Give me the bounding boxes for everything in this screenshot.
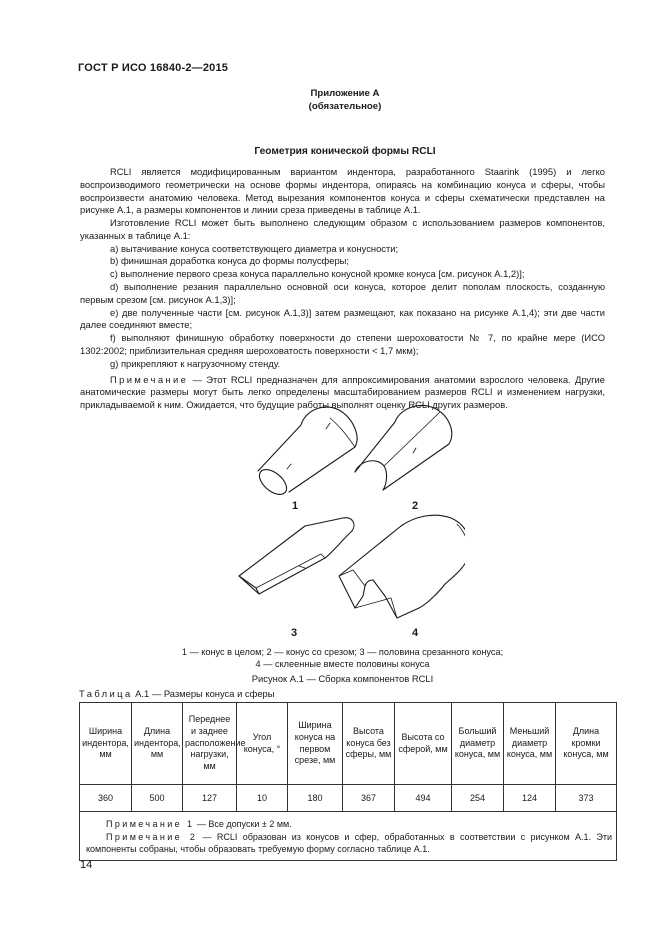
step-g: g) прикрепляют к нагрузочному стенду. — [110, 357, 281, 369]
dimensions-table — [79, 702, 617, 861]
figure-legend-line-1: 1 — конус в целом; 2 — конус со срезом; 3 — половина срезанного конуса; — [181, 647, 504, 657]
part-cut-cone — [355, 406, 452, 490]
header-major-diameter: Больший диаметр конуса, мм — [452, 703, 504, 785]
cell-major-diameter: 254 — [452, 785, 504, 812]
header-indenter-width: Ширина индентора, мм — [80, 703, 132, 785]
cell-cone-angle: 10 — [237, 785, 288, 812]
table-label: Таблица — [79, 688, 133, 699]
table-notes-row — [80, 812, 617, 861]
cell-indenter-length: 500 — [132, 785, 183, 812]
table-title-text: А.1 — Размеры конуса и сферы — [132, 688, 275, 699]
table-note-2-label: Примечание 2 — [106, 831, 198, 842]
cell-load-position: 127 — [183, 785, 237, 812]
table-note-1-text: — Все допуски ± 2 мм. — [194, 819, 292, 829]
header-minor-diameter: Меньший диаметр конуса, мм — [504, 703, 556, 785]
step-e: e) две полученные части [см. рисунок А.1,3)] затем размещают, как показано на рисунке А.1,4); эти две части далее соединяют вместе; — [80, 306, 605, 331]
figure-drawing — [225, 398, 465, 648]
table-note-1 — [86, 818, 612, 831]
table-note-2-text: — RCLI образован из конусов и сфер, обработанных в соответствии с рисунком А.1. Эти компоненты собраны, чтобы образовать требуемую форму согласно таблице А.1. — [86, 831, 613, 855]
figure-label-2: 2 — [412, 500, 419, 512]
page-number: 14 — [80, 859, 93, 871]
step-d: d) выполнение резания параллельно основной оси конуса, которое делит пополам плоскость, созданную первым срезом [см. рисунок А.1,3)]; — [80, 281, 605, 305]
figure-label-1: 1 — [292, 500, 299, 512]
cell-height-with-sphere: 494 — [395, 785, 452, 812]
figure-legend-line-2: 4 — склеенные вместе половины конуса — [255, 658, 430, 669]
annex-heading: Геометрия конической формы RCLI — [254, 146, 436, 157]
table-note-1-label: Примечание 1 — [106, 819, 195, 829]
document-header: ГОСТ Р ИСО 16840-2—2015 — [78, 62, 229, 74]
table-notes — [80, 812, 617, 861]
step-c: c) выполнение первого среза конуса параллельно конусной кромке конуса [см. рисунок А.1,2)]; — [110, 268, 525, 280]
cell-indenter-width: 360 — [80, 785, 132, 812]
table-header-row — [80, 703, 617, 785]
header-load-position: Переднее и заднее расположение нагрузки, мм — [183, 703, 237, 785]
annex-block — [0, 88, 662, 114]
paragraph-intro: RCLI является модифицированным вариантом индентора, разработанного Staarink (1995) и легко воспроизводимого геометрически на основе формы индентора, опираясь на комбинацию конуса и сферы, чтобы воспроизвести анатомию человека. Метод вырезания компонентов конуса и сферы схематически представлен на рисунке А.1, а размеры компонентов и линии среза приведены в таблице А.1. — [80, 166, 605, 216]
header-height-with-sphere: Высота со сферой, мм — [395, 703, 452, 785]
step-a: a) вытачивание конуса соответствующего диаметра и конусности; — [110, 242, 399, 254]
step-b: b) финишная доработка конуса до формы полусферы; — [110, 255, 350, 267]
header-height-without-sphere: Высота конуса без сферы, мм — [343, 703, 395, 785]
step-f: f) выполняют финишную обработку поверхности до степени шероховатости № 7, по крайне мере (ИСО 1302:2002; приблизительная средняя шероховатость поверхности < 1,7 мкм); — [80, 332, 605, 356]
cell-minor-diameter: 124 — [504, 785, 556, 812]
table-row — [80, 785, 617, 812]
part-glued-halves — [339, 515, 465, 618]
note-text: — Этот RCLI предназначен для аппроксимирования анатомии взрослого человека. Другие анатомические размеры могут быть легко определены масштабированием размеров RCLI и изменением нагрузки, прикладываемой к ним. Ожидается, что будущие работы выполнят оценку RCLI других размеров. — [80, 373, 605, 411]
header-indenter-length: Длина индентора, мм — [132, 703, 183, 785]
annex-body — [80, 166, 605, 412]
figure-caption: Рисунок А.1 — Сборка компонентов RCLI — [251, 673, 434, 684]
part-whole-cone — [255, 407, 357, 499]
annex-status: (обязательное) — [308, 100, 382, 112]
annex-title: Приложение А — [310, 88, 380, 99]
cell-cone-width-first-cut: 180 — [288, 785, 343, 812]
part-half-cone — [239, 518, 354, 594]
figure-a1 — [225, 398, 465, 648]
header-cone-angle: Угол конуса, ° — [237, 703, 288, 785]
cell-edge-length: 373 — [556, 785, 617, 812]
cell-height-without-sphere: 367 — [343, 785, 395, 812]
table-note-2 — [86, 831, 612, 856]
paragraph-manufacturing: Изготовление RCLI может быть выполнено следующим образом с использованием размеров компонентов, указанных в таблице А.1: — [80, 217, 605, 241]
figure-legend — [80, 647, 605, 671]
header-cone-width-first-cut: Ширина конуса на первом срезе, мм — [288, 703, 343, 785]
table-title — [79, 688, 274, 701]
figure-label-4: 4 — [412, 627, 419, 639]
header-edge-length: Длина кромки конуса, мм — [556, 703, 617, 785]
note-label: Примечание — [110, 373, 189, 385]
figure-label-3: 3 — [291, 627, 298, 639]
